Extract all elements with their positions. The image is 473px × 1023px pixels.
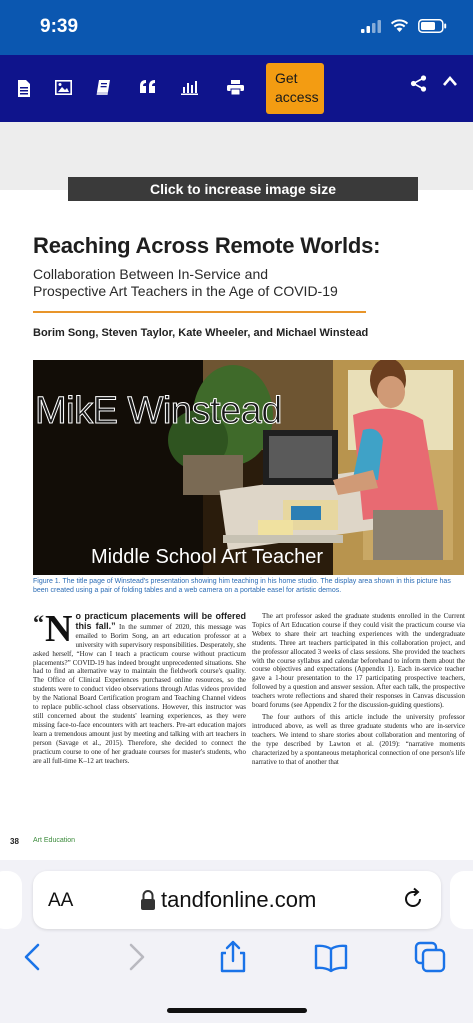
article-column-1 <box>33 608 247 765</box>
lead-in: o practicum placements will be offered this fall.” <box>75 611 246 631</box>
document-icon[interactable] <box>17 80 35 98</box>
share-sheet-icon[interactable] <box>216 940 250 974</box>
page-number: 38 <box>10 837 19 846</box>
increase-image-size-button[interactable]: Click to increase image size <box>68 177 418 201</box>
drop-cap: N <box>45 608 73 650</box>
bookmarks-icon[interactable] <box>314 940 348 974</box>
title-divider <box>33 311 366 313</box>
image-icon[interactable] <box>55 80 73 98</box>
share-icon[interactable] <box>410 75 428 93</box>
open-quote-mark: “ <box>33 610 44 635</box>
status-bar <box>0 0 473 55</box>
address-bar[interactable] <box>33 871 441 929</box>
article-toolbar <box>0 55 473 122</box>
article-authors: Borim Song, Steven Taylor, Kate Wheeler, and Michael Winstead <box>33 327 369 339</box>
home-indicator[interactable] <box>167 1008 307 1013</box>
get-access-button[interactable] <box>266 63 324 114</box>
chevron-up-icon[interactable] <box>442 75 460 93</box>
article-subtitle <box>33 266 453 300</box>
subtitle-line-2: Prospective Art Teachers in the Age of COVID-19 <box>33 283 338 299</box>
tabs-icon[interactable] <box>413 940 447 974</box>
forward-icon[interactable] <box>118 940 152 974</box>
battery-icon <box>418 19 447 33</box>
bar-chart-icon[interactable] <box>181 80 199 98</box>
article-title: Reaching Across Remote Worlds: <box>33 233 381 258</box>
photo-role-overlay: Middle School Art Teacher <box>91 546 323 568</box>
photo-name-overlay: MikE Winstead <box>35 390 282 432</box>
status-time: 9:39 <box>40 16 79 37</box>
figure-photo <box>33 360 464 575</box>
column-2-paragraph-1: The art professor asked the graduate students enrolled in the Current Topics of Art Education course if they could visit the practicum course via Webex to share their art teaching experiences with the undergraduate students. Three art teachers participated in this collaboration project, and the professor allocated 3 weeks of class sessions. She provided the teachers with the course syllabus and calendar beforehand to inform them about the course objectives and expectations (Appendix 1). Each in-service teacher gave a 1-hour presentation to the 17 participating prospective teachers, followed by a question and answer session. After each talk, the prospective teachers wrote reflections and shared their responses in Canvas discussion board forums (see Appendix 2 for the discussion-guiding questions). <box>252 612 465 710</box>
signal-icon <box>361 20 381 33</box>
article-column-2 <box>252 612 465 766</box>
column-1-body: In the summer of 2020, this message was emailed to Borim Song, an art education professor at a university with supervisory responsibilities. Desperately, she asked herself, “How can I teach a practicum course without practicum placements?” COVID-19 has indeed brought unprecedented situations. She had to find an alternative way to maintain the fieldwork course's quality. The Office of Clinical Experiences purchased online resources, so the students were to conduct video observations through Atlas videos provided by the National Board Certification program and Teaching Channel videos to replace public-school class observations. However, this instructor was still concerned about the students' learning experiences, as they were missing face-to-face encounters with art teachers. Pre-art education majors learn a tremendous amount just by meeting and talking with art teachers in person (Savage et al., 2015). Therefore, she decided to connect the practicum course to one of her graduate courses for master's students, who are all full-time K–12 art teachers. <box>33 622 247 765</box>
url-text[interactable]: tandfonline.com <box>161 887 317 912</box>
quote-icon[interactable] <box>140 80 158 98</box>
back-icon[interactable] <box>18 940 52 974</box>
next-tab-preview[interactable] <box>450 871 473 929</box>
column-2-paragraph-2: The four authors of this article include the university professor introduced above, as well as three graduate students who are in-service teachers. We intend to share stories about collaboration and mentoring of the type described by Lawton et al. (2019): “narrative moments characterized by a spontaneous metaphorical connection of one person's life narrative to that of another that <box>252 712 465 766</box>
figure-caption: Figure 1. The title page of Winstead's presentation showing him teaching in his home studio. The display area shown in this picture has been created using a pair of folding tables and a web camera on a portable easel for artistic demos. <box>33 578 451 594</box>
reload-icon[interactable] <box>401 887 425 911</box>
status-icons <box>361 19 447 33</box>
reader-settings-button[interactable]: AA <box>48 890 74 911</box>
journal-name: Art Education <box>33 837 76 844</box>
get-access-label: Get access <box>275 70 319 105</box>
previous-tab-preview[interactable] <box>0 871 22 929</box>
lock-icon <box>139 889 157 911</box>
print-icon[interactable] <box>227 80 245 98</box>
wifi-icon <box>390 19 409 33</box>
book-icon[interactable] <box>96 80 114 98</box>
subtitle-line-1: Collaboration Between In-Service and <box>33 266 269 282</box>
